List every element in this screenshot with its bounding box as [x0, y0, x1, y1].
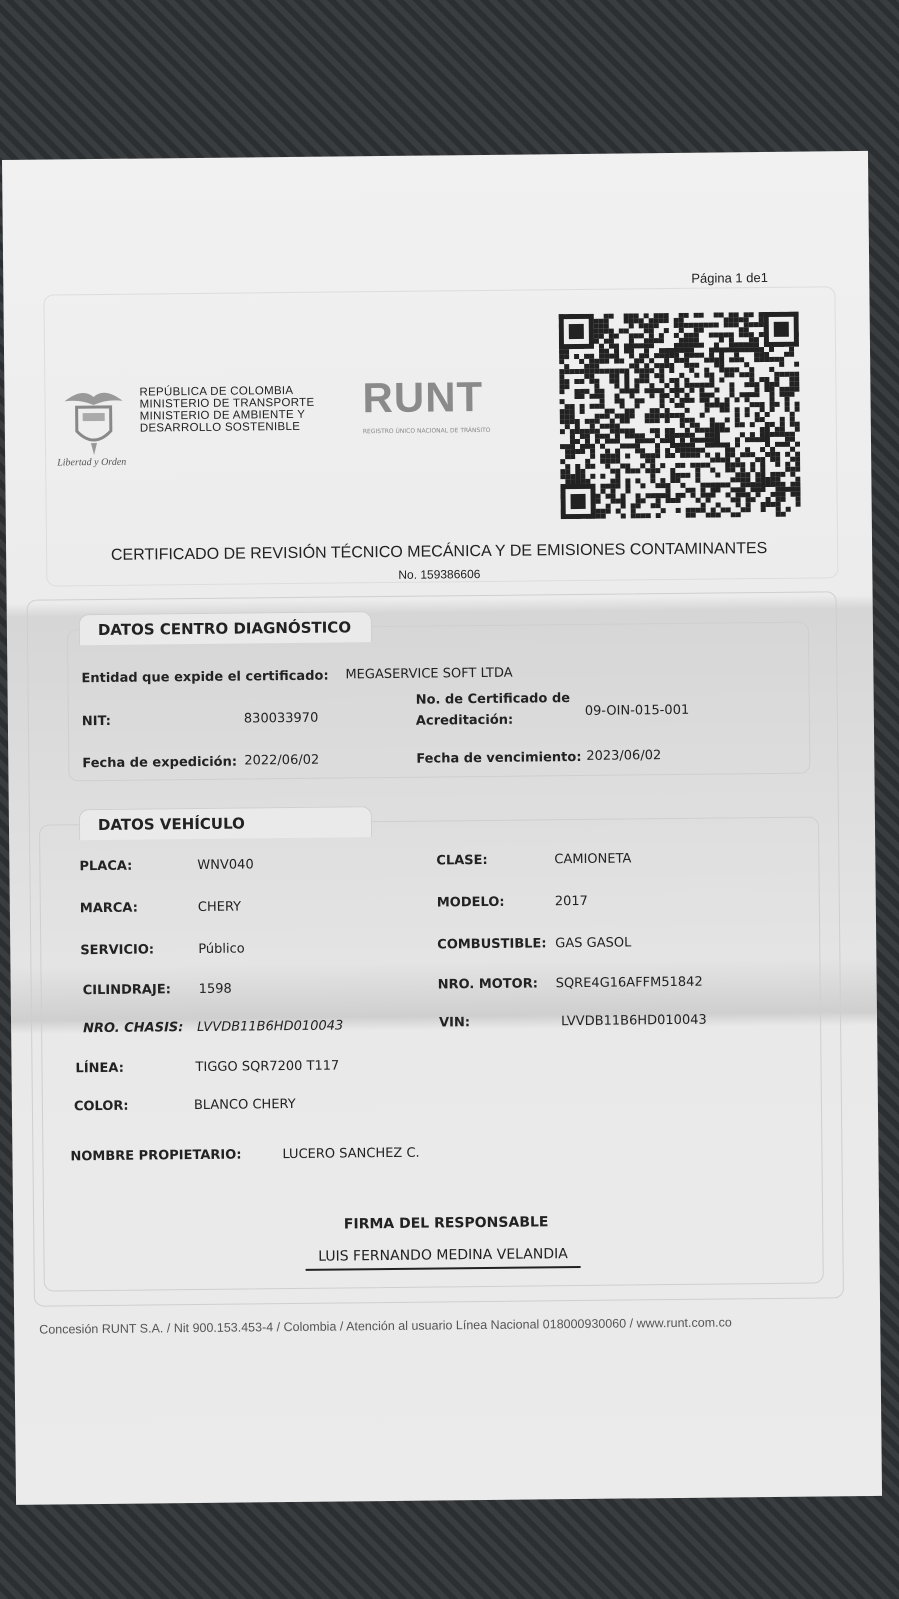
entidad-label: Entidad que expide el certificado: [81, 668, 329, 687]
cilindraje-label: CILINDRAJE: [82, 982, 171, 999]
marca-label: MARCA: [79, 900, 138, 917]
qr-code [559, 312, 801, 520]
motor-label: NRO. MOTOR: [437, 976, 538, 993]
chasis-value: LVVDB11B6HD010043 [197, 1018, 344, 1036]
coat-of-arms-icon [62, 387, 125, 456]
modelo-value: 2017 [554, 893, 588, 910]
vehiculo-heading: DATOS VEHÍCULO [79, 806, 372, 840]
gov-line: DESARROLLO SOSTENIBLE [139, 420, 301, 435]
motto: Libertad y Orden [57, 456, 127, 469]
motor-value: SQRE4G16AFFM51842 [555, 974, 703, 992]
runt-logo: RUNT [362, 372, 484, 422]
cilindraje-value: 1598 [198, 981, 232, 997]
gov-line: REPÚBLICA DE COLOMBIA [139, 384, 294, 399]
nit-label: NIT: [81, 713, 112, 730]
firma-label: FIRMA DEL RESPONSABLE [343, 1214, 549, 1233]
centro-heading: DATOS CENTRO DIAGNÓSTICO [79, 611, 372, 645]
certificate-title: CERTIFICADO DE REVISIÓN TÉCNICO MECÁNICA Y DE EMISIONES CONTAMINANTES [110, 540, 768, 564]
vin-value: LVVDB11B6HD010043 [560, 1012, 707, 1030]
acred-value: 09-OIN-015-001 [584, 702, 690, 719]
linea-value: TIGGO SQR7200 T117 [195, 1058, 340, 1076]
color-label: COLOR: [73, 1098, 129, 1115]
clase-label: CLASE: [436, 852, 488, 869]
vin-label: VIN: [438, 1015, 471, 1031]
page-indicator: Página 1 de1 [691, 269, 768, 286]
color-value: BLANCO CHERY [193, 1096, 296, 1114]
gov-line: MINISTERIO DE AMBIENTE Y [139, 408, 306, 423]
runt-subtitle: REGISTRO ÚNICO NACIONAL DE TRÁNSITO [362, 426, 491, 436]
placa-label: PLACA: [79, 858, 133, 875]
entidad-value: MEGASERVICE SOFT LTDA [345, 665, 513, 683]
combustible-label: COMBUSTIBLE: [437, 936, 547, 953]
marca-value: CHERY [197, 899, 242, 915]
clase-value: CAMIONETA [554, 851, 632, 868]
government-header [139, 385, 314, 435]
venc-label: Fecha de vencimiento: [416, 749, 582, 767]
combustible-value: GAS GASOL [555, 935, 632, 952]
propietario-value: LUCERO SANCHEZ C. [282, 1145, 420, 1163]
footer: Concesión RUNT S.A. / Nit 900.153.453-4 / Colombia / Atención al usuario Línea Nacional 018000930060 / www.runt.com.co [39, 1315, 732, 1337]
certificate-paper [2, 151, 882, 1505]
servicio-value: Público [198, 941, 245, 957]
chasis-label: NRO. CHASIS: [83, 1020, 184, 1037]
gov-line: MINISTERIO DE TRANSPORTE [139, 396, 315, 411]
nit-value: 830033970 [243, 710, 319, 727]
linea-label: LÍNEA: [75, 1060, 124, 1077]
certificate-number: No. 159386606 [398, 567, 481, 582]
exp-value: 2022/06/02 [244, 752, 320, 769]
acred-label: No. de Certificado de [415, 691, 571, 708]
servicio-label: SERVICIO: [80, 942, 155, 959]
acred-label: Acreditación: [415, 712, 514, 729]
firma-name: LUIS FERNANDO MEDINA VELANDIA [305, 1246, 580, 1271]
placa-value: WNV040 [197, 857, 254, 873]
modelo-label: MODELO: [436, 894, 505, 911]
exp-label: Fecha de expedición: [82, 754, 238, 772]
propietario-label: NOMBRE PROPIETARIO: [70, 1147, 242, 1165]
venc-value: 2023/06/02 [586, 748, 662, 764]
